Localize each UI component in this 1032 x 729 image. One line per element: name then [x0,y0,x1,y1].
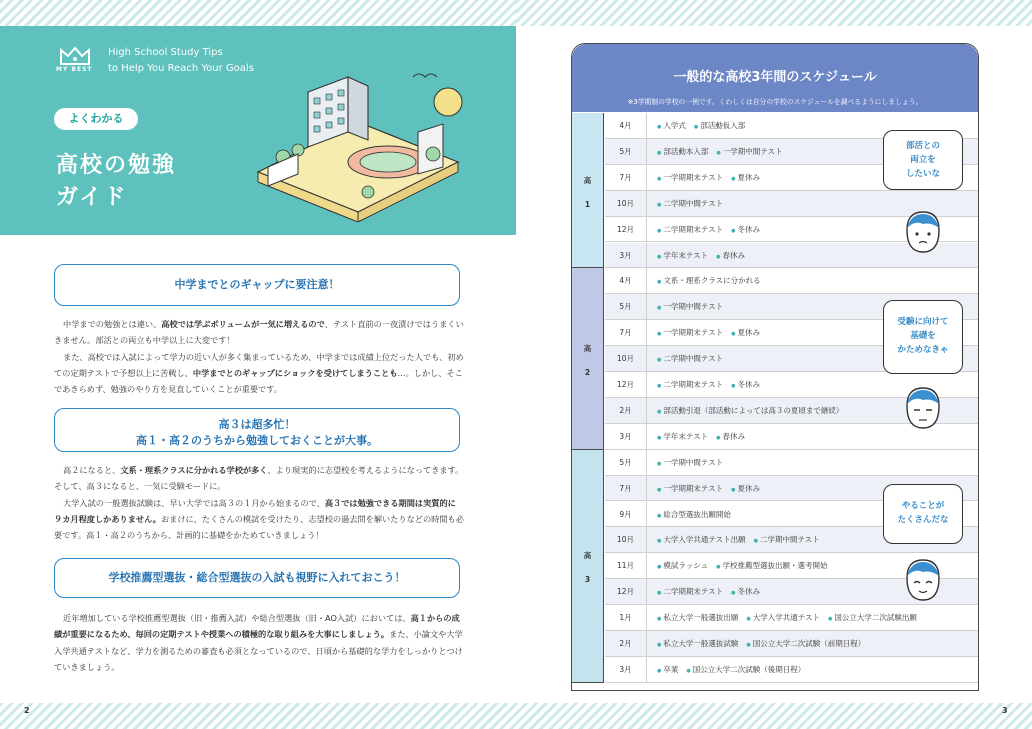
schedule-events [657,450,731,478]
schedule-note: ※3学期制の学校の一例です。くわしくは自分の学校のスケジュールを調べるようにしましょう。 [627,98,923,106]
schedule-event: 私立大学一般選抜出願 [663,613,739,623]
bullet-dot-icon: ● [731,383,736,389]
section3-heading: 学校推薦型選抜・総合型選抜の入試も視野に入れておこう！ [54,558,460,598]
schedule-event: 模試ラッシュ [663,561,709,571]
schedule-event: 一学期期末テスト [663,172,724,182]
schedule-event: 一学期期末テスト [663,328,724,338]
bullet-dot-icon: ● [827,616,833,623]
bullet-dot-icon: ● [716,253,721,260]
schedule-event: 冬休み [737,380,760,389]
schedule-events [657,502,739,530]
schedule-month: 1月 [605,605,647,630]
bullet-dot-icon: ● [657,253,662,260]
bullet-dot-icon: ● [657,331,662,338]
schedule-event: 春休み [722,250,745,260]
schedule-events [657,398,851,426]
schedule-event: 学年末テスト [663,431,709,441]
schedule-header [572,44,978,112]
schedule-month: 10月 [605,191,647,216]
schedule-event: 文系・理系クラスに分かれる [663,276,761,286]
schedule-event: 国公立大学二次試験出願 [834,613,917,623]
page-number-left: 2 [24,706,30,715]
section3-paragraph: 近年増加している学校推薦型選抜（旧・推薦入試）や総合型選抜（旧・AO入試）においては、高１からの成績が重要になるため、毎回の定期テストや授業への積極的な取り組みを大事にしましょう。また、小論文や大学入学共通テストなど、学力を測るための審査も必須となっているので、日頃から基礎的な学力をしっかりとつけていきましょう。 [54,613,463,672]
bullet-dot-icon: ● [657,564,662,571]
schedule-events [657,631,873,659]
bullet-dot-icon: ● [657,383,662,389]
schedule-month: 12月 [605,579,647,604]
schedule-month: 5月 [605,450,647,475]
schedule-event: 二学期期末テスト [663,224,724,234]
bullet-dot-icon: ● [657,460,662,467]
grade-label: 高 [583,175,592,185]
bullet-dot-icon: ● [731,590,736,597]
bullet-dot-icon: ● [716,564,721,571]
schedule-event: 学校推薦型選抜出願・選考開始 [722,561,828,571]
section2-paragraph: 高２になると、文系・理系クラスに分かれる学校が多く、より現実的に志望校を考えるようになってきます。そして、高３になると、一気に受験モードに。 大学入試の一般選抜試験は、早い大学では高３の１月から始まるので、高３では勉強できる期間は実質的に９カ月程度しかありません。おまけに、たくさんの模試を受けたり、志望校の過去問を解いたりなどの時間も必要です。高１・高２のうちから、計画的に基礎をかためていきましょう！ [54,465,464,541]
schedule-row [605,450,978,476]
speech-bubble-grade3: やることが たくさんだな [883,484,963,544]
bullet-dot-icon: ● [657,642,662,648]
schedule-month: 2月 [605,398,647,423]
schedule-month: 3月 [605,243,647,268]
bullet-dot-icon: ● [686,667,691,674]
page-title-line2: ガイド [56,185,128,210]
bullet-dot-icon: ● [657,175,662,182]
schedule-events [657,527,828,555]
section1-paragraph: 中学までの勉強とは違い、高校では学ぶボリュームが一気に増えるので、テスト直前の一夜漬けではうまくいきません。部活との両立も中学以上に大変です！ また、高校では入試によって学力の近い人が多く集まっているため、中学までは成績上位だった人でも、初めての定期テストで予想以上に苦戦し、中学までとのギャップにショックを受けてしまうことも…。しかし、そこであきらめず、勉強のやり方を見直していくことが重要です。 [54,319,464,395]
schedule-events [657,346,731,374]
bullet-dot-icon: ● [657,357,662,364]
grade-number: 2 [584,368,591,378]
bullet-dot-icon: ● [657,590,662,597]
logo-text: MY BEST [56,66,93,73]
schedule-events [657,294,731,322]
bullet-dot-icon: ● [716,434,721,441]
school-illustration [238,62,468,222]
bullet-dot-icon: ● [657,279,662,286]
schedule-event: 学年末テスト [663,250,709,260]
schedule-month: 12月 [605,372,647,397]
schedule-event: 二学期中間テスト [663,354,724,364]
top-stripe-left [0,0,516,26]
schedule-month: 5月 [605,139,647,164]
schedule-event: 一学期中間テスト [722,146,783,156]
schedule-events [657,320,768,348]
schedule-event: 冬休み [737,224,760,234]
schedule-events [657,243,753,271]
schedule-event: 総合型選抜出願開始 [663,509,731,519]
thinking-boy-face-icon [901,384,945,432]
schedule-row [605,605,978,631]
schedule-title: 一般的な高校3年間のスケジュール [673,70,877,85]
bullet-dot-icon: ● [657,667,662,674]
tired-boy-face-icon [901,556,945,604]
schedule-events [657,113,753,141]
schedule-events [657,553,835,581]
top-stripe-right [516,0,1032,26]
subtitle-pill: よくわかる [54,108,138,130]
speech-bubble-grade1: 部活との 両立を したいな [883,130,963,190]
grade-label: 高 [583,551,592,561]
schedule-month: 2月 [605,631,647,656]
schedule-events [657,579,768,607]
bullet-dot-icon: ● [657,512,662,519]
schedule-event: 入学式 [663,121,686,130]
schedule-events [657,139,790,167]
schedule-event: 春休み [722,431,745,441]
schedule-event: 大学入学共通テスト出願 [663,535,746,545]
schedule-event: 二学期中間テスト [663,198,724,208]
bottom-stripe [0,703,1032,729]
section2-heading [54,408,460,452]
schedule-month: 9月 [605,502,647,527]
schedule-month: 10月 [605,527,647,552]
section2-heading-line2: 高１・高２のうちから勉強しておくことが大事。 [136,434,378,447]
grade-label: 高 [583,344,592,354]
schedule-event: 冬休み [737,587,760,597]
schedule-month: 7月 [605,476,647,501]
page-number-right: 3 [1002,706,1008,715]
schedule-events [657,165,768,193]
bullet-dot-icon: ● [746,616,751,623]
bullet-dot-icon: ● [657,305,662,312]
bullet-dot-icon: ● [657,149,662,156]
schedule-row [605,268,978,294]
schedule-row [605,657,978,683]
schedule-event: 夏休み [737,328,760,338]
schedule-event: 二学期期末テスト [663,380,724,389]
schedule-month: 10月 [605,346,647,371]
schedule-events [657,217,768,245]
bullet-dot-icon: ● [731,486,736,493]
schedule-event: 国公立大学二次試験（前期日程） [752,639,866,648]
schedule-events [657,372,768,400]
bullet-dot-icon: ● [657,124,662,130]
schedule-events [657,605,925,633]
bullet-dot-icon: ● [657,434,662,441]
schedule-month: 12月 [605,217,647,242]
schedule-events [657,424,753,452]
bullet-dot-icon: ● [731,331,736,338]
schedule-events [657,191,731,219]
schedule-event: 国公立大学二次試験（後期日程） [692,664,806,674]
bullet-dot-icon: ● [657,227,662,234]
schedule-event: 一学期中間テスト [663,457,724,467]
schedule-event: 二学期期末テスト [663,587,724,597]
bullet-dot-icon: ● [693,124,699,130]
schedule-month: 4月 [605,268,647,293]
schedule-month: 3月 [605,424,647,449]
schedule-events [657,268,769,296]
page-title-line1: 高校の勉強 [56,153,177,178]
grade-label-cell [572,268,604,449]
bullet-dot-icon: ● [731,175,736,182]
bullet-dot-icon: ● [657,538,662,545]
schedule-event: 夏休み [737,172,760,182]
section1-heading: 中学までとのギャップに要注意！ [54,264,460,306]
schedule-event: 一学期期末テスト [663,483,724,493]
speech-bubble-grade2: 受験に向けて 基礎を かためなきゃ [883,300,963,374]
grade-number: 3 [584,575,591,585]
schedule-event: 卒業 [663,664,679,674]
tagline-line1: High School Study Tips [108,47,223,58]
schedule-events [657,657,813,685]
bullet-dot-icon: ● [746,642,751,648]
tagline-line2: to Help You Reach Your Goals [108,63,254,74]
schedule-month: 7月 [605,165,647,190]
schedule-month: 5月 [605,294,647,319]
bullet-dot-icon: ● [657,486,662,493]
schedule-event: 一学期中間テスト [663,302,724,312]
schedule-event: 私立大学一般選抜試験 [663,639,739,648]
schedule-event: 大学入学共通テスト [752,613,820,623]
schedule-event: 部活動本入部 [663,146,709,156]
grade-number: 1 [584,199,591,209]
section2-heading-line1: 高３は超多忙！ [218,418,296,431]
schedule-event: 部活動仮入部 [700,121,746,130]
schedule-event: 二学期中間テスト [759,535,820,545]
schedule-month: 11月 [605,553,647,578]
bullet-dot-icon: ● [657,408,662,415]
bullet-dot-icon: ● [657,201,662,208]
worried-boy-face-icon [901,208,945,256]
schedule-event: 部活動引退（部活動によっては高３の夏頃まで継続） [663,405,844,415]
grade-label-cell [572,450,604,683]
grade-label-cell [572,113,604,268]
schedule-event: 夏休み [737,483,760,493]
schedule-month: 3月 [605,657,647,682]
schedule-month: 4月 [605,113,647,138]
bullet-dot-icon: ● [731,227,736,234]
bullet-dot-icon: ● [657,616,662,623]
schedule-row [605,631,978,657]
bullet-dot-icon: ● [716,149,721,156]
schedule-events [657,476,768,504]
schedule-month: 7月 [605,320,647,345]
bullet-dot-icon: ● [753,538,758,545]
